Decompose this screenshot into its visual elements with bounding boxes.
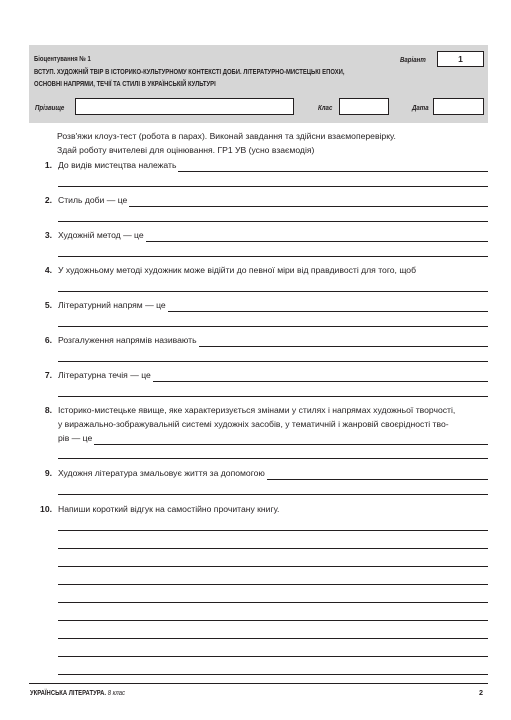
page-number: 2 (479, 688, 483, 697)
question-text-row (58, 194, 488, 207)
answer-line[interactable] (58, 221, 488, 222)
worksheet-topic-line: ВСТУП. ХУДОЖНІЙ ТВІР В ІСТОРИКО-КУЛЬТУРНОМУ КОНТЕКСТІ ДОБИ. ЛІТЕРАТУРНО-МИСТЕЦЬКІ ЕПОХИ, (34, 67, 345, 76)
footer-divider (29, 683, 488, 684)
question-text-row (58, 432, 488, 445)
question-number: 9. (44, 468, 52, 478)
instructions-line: Розв'яжи клоуз-тест (робота в парах). Виконай завдання та здійсни взаємоперевірку. (57, 131, 396, 141)
question-text-line: рів — це (58, 433, 93, 443)
question-text-row (58, 369, 488, 382)
footer-grade: 8 клас (107, 688, 125, 697)
answer-line[interactable] (58, 620, 488, 621)
answer-line[interactable] (58, 396, 488, 397)
question-text: Літературний напрям — це (58, 300, 166, 310)
question-number: 10. (40, 504, 52, 514)
question-number: 4. (44, 265, 52, 275)
question-number: 3. (44, 230, 52, 240)
answer-line[interactable] (58, 656, 488, 657)
answer-line[interactable] (58, 548, 488, 549)
worksheet-topic-line: ОСНОВНІ НАПРЯМИ, ТЕЧІЇ ТА СТИЛІ В УКРАЇНСЬКІЙ КУЛЬТУРІ (34, 78, 216, 88)
question-text-row (58, 334, 488, 347)
question-number: 2. (44, 195, 52, 205)
surname-field[interactable] (75, 98, 294, 115)
answer-line[interactable] (58, 186, 488, 187)
question-text: Стиль доби — це (58, 195, 128, 205)
answer-line[interactable] (267, 471, 488, 480)
question-number: 6. (44, 335, 52, 345)
question-number: 5. (44, 300, 52, 310)
variant-label: Варіант (400, 55, 426, 64)
question-text-line: Історико-мистецьке явище, яке характеризується змінами у стилях і напрямах художньої творчості, (58, 405, 456, 415)
answer-line[interactable] (129, 198, 488, 207)
date-field[interactable] (433, 98, 484, 115)
instructions (57, 129, 477, 157)
answer-line[interactable] (58, 530, 488, 531)
answer-line[interactable] (168, 303, 488, 312)
answer-line[interactable] (58, 458, 488, 459)
question-text-line: у виражально-зображувальній системі художніх засобів, у тематичній і жанровій своєрідності тво- (58, 419, 449, 429)
question-text: Напиши короткий відгук на самостійно прочитану книгу. (58, 504, 280, 514)
answer-line[interactable] (178, 163, 488, 172)
class-field[interactable] (339, 98, 389, 115)
question-text: Літературна течія — це (58, 370, 151, 380)
answer-line[interactable] (58, 674, 488, 675)
answer-line[interactable] (58, 602, 488, 603)
answer-line[interactable] (58, 584, 488, 585)
surname-label: Прізвище (35, 103, 65, 112)
footer-subject (30, 688, 125, 697)
question-text: Розгалуження напрямів називають (58, 335, 197, 345)
question-text-row (58, 159, 488, 172)
answer-line[interactable] (199, 338, 488, 347)
instructions-line: Здай роботу вчителеві для оцінювання. ГР1 УВ (усно взаємодія) (57, 145, 315, 155)
worksheet-topic (34, 66, 378, 89)
footer-subject-name: УКРАЇНСЬКА ЛІТЕРАТУРА. (30, 688, 107, 697)
worksheet-title: Біоцентування № 1 (34, 54, 91, 63)
question-number: 8. (44, 405, 52, 415)
variant-field[interactable]: 1 (437, 51, 484, 67)
answer-line[interactable] (58, 326, 488, 327)
question-text: До видів мистецтва належать (58, 160, 177, 170)
answer-line[interactable] (58, 494, 488, 495)
date-label: Дата (412, 103, 429, 112)
question-text-row (58, 467, 488, 480)
answer-line[interactable] (58, 291, 488, 292)
worksheet-header (29, 45, 488, 123)
question-text: Художній метод — це (58, 230, 144, 240)
answer-line[interactable] (146, 233, 488, 242)
question-number: 1. (44, 160, 52, 170)
answer-line[interactable] (94, 436, 488, 445)
question-text-row (58, 229, 488, 242)
answer-line[interactable] (58, 566, 488, 567)
answer-line[interactable] (58, 638, 488, 639)
answer-line[interactable] (153, 373, 488, 382)
answer-line[interactable] (58, 361, 488, 362)
question-text-row (58, 299, 488, 312)
question-number: 7. (44, 370, 52, 380)
question-text: Художня література змальовує життя за допомогою (58, 468, 265, 478)
class-label: Клас (318, 103, 333, 112)
question-text: У художньому методі художник може відійти до певної міри від правдивості для того, щоб (58, 265, 416, 275)
answer-line[interactable] (58, 256, 488, 257)
